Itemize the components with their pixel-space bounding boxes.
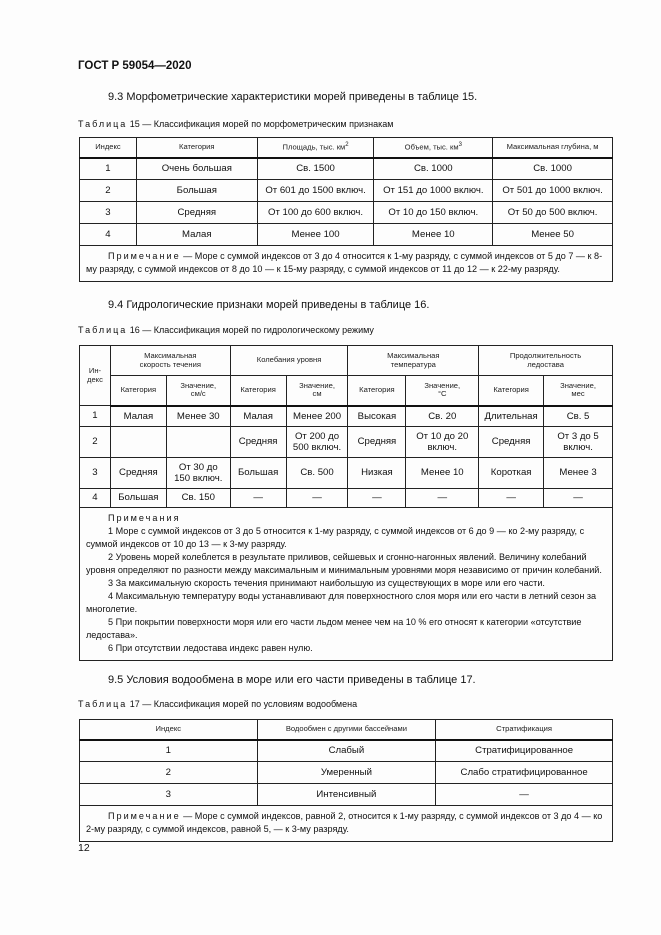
table-cell: Малая: [136, 224, 257, 246]
table-cell: От 30 до 150 включ.: [166, 458, 230, 489]
table-row: [80, 180, 613, 202]
table-row: [80, 458, 613, 489]
table-cell: Св. 1000: [374, 158, 493, 180]
table-15-note-row: [80, 246, 613, 282]
t16-group-current: Максимальная скорость течения: [110, 346, 230, 376]
t16-group-level: Колебания уровня: [230, 346, 348, 376]
table-row: [80, 406, 613, 427]
table-cell: 2: [80, 427, 111, 458]
t16-note-4: 4 Максимальную температуру воды устанавливают для поверхностного слоя моря или его части в летний сезон за многолетие.: [86, 591, 597, 614]
table-cell: —: [348, 489, 406, 508]
table-15-note: [80, 246, 613, 282]
t16-group-temperature: Максимальная температура: [348, 346, 479, 376]
table-cell: Малая: [110, 406, 166, 427]
table-cell: От 200 до 500 включ.: [286, 427, 348, 458]
table-cell: 3: [80, 202, 137, 224]
table-row: [80, 202, 613, 224]
table-cell: Интенсивный: [257, 784, 436, 806]
t16-note-6: 6 При отсутствии ледостава индекс равен нулю.: [108, 643, 313, 653]
table-cell: —: [230, 489, 286, 508]
table-16-notes-row: [80, 508, 613, 661]
t15-note-label: Примечание: [108, 251, 181, 261]
section-9-3-text: 9.3 Морфометрические характеристики морей приведены в таблице 15.: [108, 91, 478, 103]
table-cell: Умеренный: [257, 762, 436, 784]
table-15-caption-text: 15 — Классификация морей по морфометрическим признакам: [127, 119, 394, 129]
table-17-note-row: [80, 806, 613, 842]
table-cell: [110, 427, 166, 458]
t15-header-category: Категория: [136, 138, 257, 158]
table-cell: От 501 до 1000 включ.: [493, 180, 613, 202]
table-17: [79, 719, 613, 842]
table-cell: Менее 100: [257, 224, 374, 246]
table-cell: Менее 50: [493, 224, 613, 246]
table-cell: Слабо стратифицированное: [436, 762, 613, 784]
table-cell: 3: [80, 784, 258, 806]
table-row: [80, 784, 613, 806]
table-cell: —: [286, 489, 348, 508]
table-cell: От 3 до 5 включ.: [544, 427, 613, 458]
t15-header-area-label: Площадь, тыс. км: [282, 142, 346, 152]
t17-header-exchange: Водообмен с другими бассейнами: [257, 720, 436, 740]
t16-note-5: 5 При покрытии поверхности моря или его части льдом менее чем на 10 % его относят к категории «отсутствие ледостава».: [86, 617, 582, 640]
table-17-caption-prefix: Таблица: [78, 699, 128, 709]
table-16-sub-header-row: [80, 376, 613, 406]
table-cell: От 50 до 500 включ.: [493, 202, 613, 224]
table-cell: Средняя: [479, 427, 544, 458]
table-cell: Короткая: [479, 458, 544, 489]
t16-notes-title-text: Примечания: [108, 513, 181, 523]
table-cell: 1: [80, 158, 137, 180]
t16-note-3: 3 За максимальную скорость течения принимают наибольшую из существующих в море или его части.: [108, 578, 545, 588]
table-17-caption: [78, 699, 357, 709]
table-cell: Низкая: [348, 458, 406, 489]
table-row: [80, 224, 613, 246]
t15-header-volume: [374, 138, 493, 158]
t16-sub-header: Категория: [230, 376, 286, 406]
t16-group-ice: Продолжительность ледостава: [479, 346, 613, 376]
table-cell: [166, 427, 230, 458]
table-cell: 1: [80, 740, 258, 762]
table-cell: Менее 200: [286, 406, 348, 427]
table-cell: Менее 10: [374, 224, 493, 246]
table-15: [79, 137, 613, 282]
t17-header-stratification: Стратификация: [436, 720, 613, 740]
table-cell: Св. 1000: [493, 158, 613, 180]
t17-header-index: Индекс: [80, 720, 258, 740]
table-row: [80, 489, 613, 508]
t15-header-volume-label: Объем, тыс. км: [404, 142, 459, 152]
table-cell: 2: [80, 762, 258, 784]
table-cell: Малая: [230, 406, 286, 427]
t16-sub-header: Значение, см/с: [166, 376, 230, 406]
table-cell: 4: [80, 489, 111, 508]
table-cell: Средняя: [230, 427, 286, 458]
t16-sub-header: Категория: [479, 376, 544, 406]
table-cell: 4: [80, 224, 137, 246]
table-cell: Св. 150: [166, 489, 230, 508]
table-cell: Средняя: [136, 202, 257, 224]
t15-header-depth: Максимальная глубина, м: [493, 138, 613, 158]
table-row: [80, 158, 613, 180]
table-cell: —: [544, 489, 613, 508]
table-cell: Очень большая: [136, 158, 257, 180]
table-cell: Высокая: [348, 406, 406, 427]
table-cell: Средняя: [348, 427, 406, 458]
table-16-caption-prefix: Таблица: [78, 325, 128, 335]
t15-header-volume-sup: 3: [458, 142, 462, 149]
section-9-4-text: 9.4 Гидрологические признаки морей приведены в таблице 16.: [108, 299, 430, 311]
t16-header-index: Ин- декс: [80, 346, 111, 406]
t15-header-index: Индекс: [80, 138, 137, 158]
table-16-caption: [78, 325, 374, 335]
table-cell: Длительная: [479, 406, 544, 427]
table-cell: 2: [80, 180, 137, 202]
t16-sub-header: Категория: [348, 376, 406, 406]
table-cell: Большая: [230, 458, 286, 489]
table-17-note: [80, 806, 613, 842]
t16-sub-header: Значение, °С: [406, 376, 479, 406]
t16-sub-header: Категория: [110, 376, 166, 406]
table-cell: Св. 20: [406, 406, 479, 427]
section-9-5-text: 9.5 Условия водообмена в море или его части приведены в таблице 17.: [108, 674, 476, 686]
table-cell: 3: [80, 458, 111, 489]
table-cell: Св. 1500: [257, 158, 374, 180]
table-cell: Св. 5: [544, 406, 613, 427]
table-cell: Менее 3: [544, 458, 613, 489]
table-cell: —: [479, 489, 544, 508]
table-cell: Стратифицированное: [436, 740, 613, 762]
table-cell: 1: [80, 406, 111, 427]
t15-header-area: [257, 138, 374, 158]
table-15-caption: [78, 119, 393, 129]
t15-header-area-sup: 2: [345, 142, 349, 149]
table-cell: От 10 до 20 включ.: [406, 427, 479, 458]
table-cell: Средняя: [110, 458, 166, 489]
table-cell: —: [436, 784, 613, 806]
table-16-caption-text: 16 — Классификация морей по гидрологическому режиму: [127, 325, 374, 335]
table-cell: Менее 30: [166, 406, 230, 427]
table-16-notes: [80, 508, 613, 661]
t16-sub-header: Значение, мес: [544, 376, 613, 406]
t16-notes-title: [86, 512, 606, 525]
table-cell: Большая: [136, 180, 257, 202]
table-row: [80, 427, 613, 458]
table-16-group-header-row: [80, 346, 613, 376]
table-17-caption-text: 17 — Классификация морей по условиям водообмена: [127, 699, 358, 709]
table-cell: Слабый: [257, 740, 436, 762]
page-number: 12: [78, 842, 90, 854]
table-cell: От 601 до 1500 включ.: [257, 180, 374, 202]
table-cell: От 10 до 150 включ.: [374, 202, 493, 224]
table-cell: Большая: [110, 489, 166, 508]
table-row: [80, 762, 613, 784]
document-header: ГОСТ Р 59054—2020: [78, 60, 192, 72]
t16-note-1: 1 Море с суммой индексов от 3 до 5 относится к 1-му разряду, с суммой индексов от 6 до 9 — ко 2-му разряду, с суммой индексов от 10 до 13 — к 3-му разряду.: [86, 526, 585, 549]
table-row: [80, 740, 613, 762]
table-cell: От 151 до 1000 включ.: [374, 180, 493, 202]
t16-sub-header: Значение, см: [286, 376, 348, 406]
table-15-caption-prefix: Таблица: [78, 119, 128, 129]
table-17-header-row: [80, 720, 613, 740]
table-cell: —: [406, 489, 479, 508]
t16-note-2: 2 Уровень морей колеблется в результате приливов, сейшевых и сгонно-нагонных явлений. Величину колебаний уровня определяют по разности между максимальным и минимальным уровнями моря независимо от причин колебаний.: [86, 552, 602, 575]
t15-note-text: — Море с суммой индексов от 3 до 4 относится к 1-му разряду, с суммой индексов от 5 до 7 — к 8-му разряду, с суммой индексов от 8 до 10 — к 15-му разряду, с суммой индексов от 11 до 12 — к 22-му разряду.: [86, 251, 603, 274]
table-cell: Св. 500: [286, 458, 348, 489]
t17-note-label: Примечание: [108, 811, 181, 821]
table-16: [79, 345, 613, 661]
table-cell: Менее 10: [406, 458, 479, 489]
t17-note-text: — Море с суммой индексов, равной 2, относится к 1-му разряду, с суммой индексов от 3 до 4 — ко 2-му разряду, с суммой индексов, равной 5, — к 3-му разряду.: [86, 811, 603, 834]
table-cell: От 100 до 600 включ.: [257, 202, 374, 224]
table-15-header-row: [80, 138, 613, 158]
